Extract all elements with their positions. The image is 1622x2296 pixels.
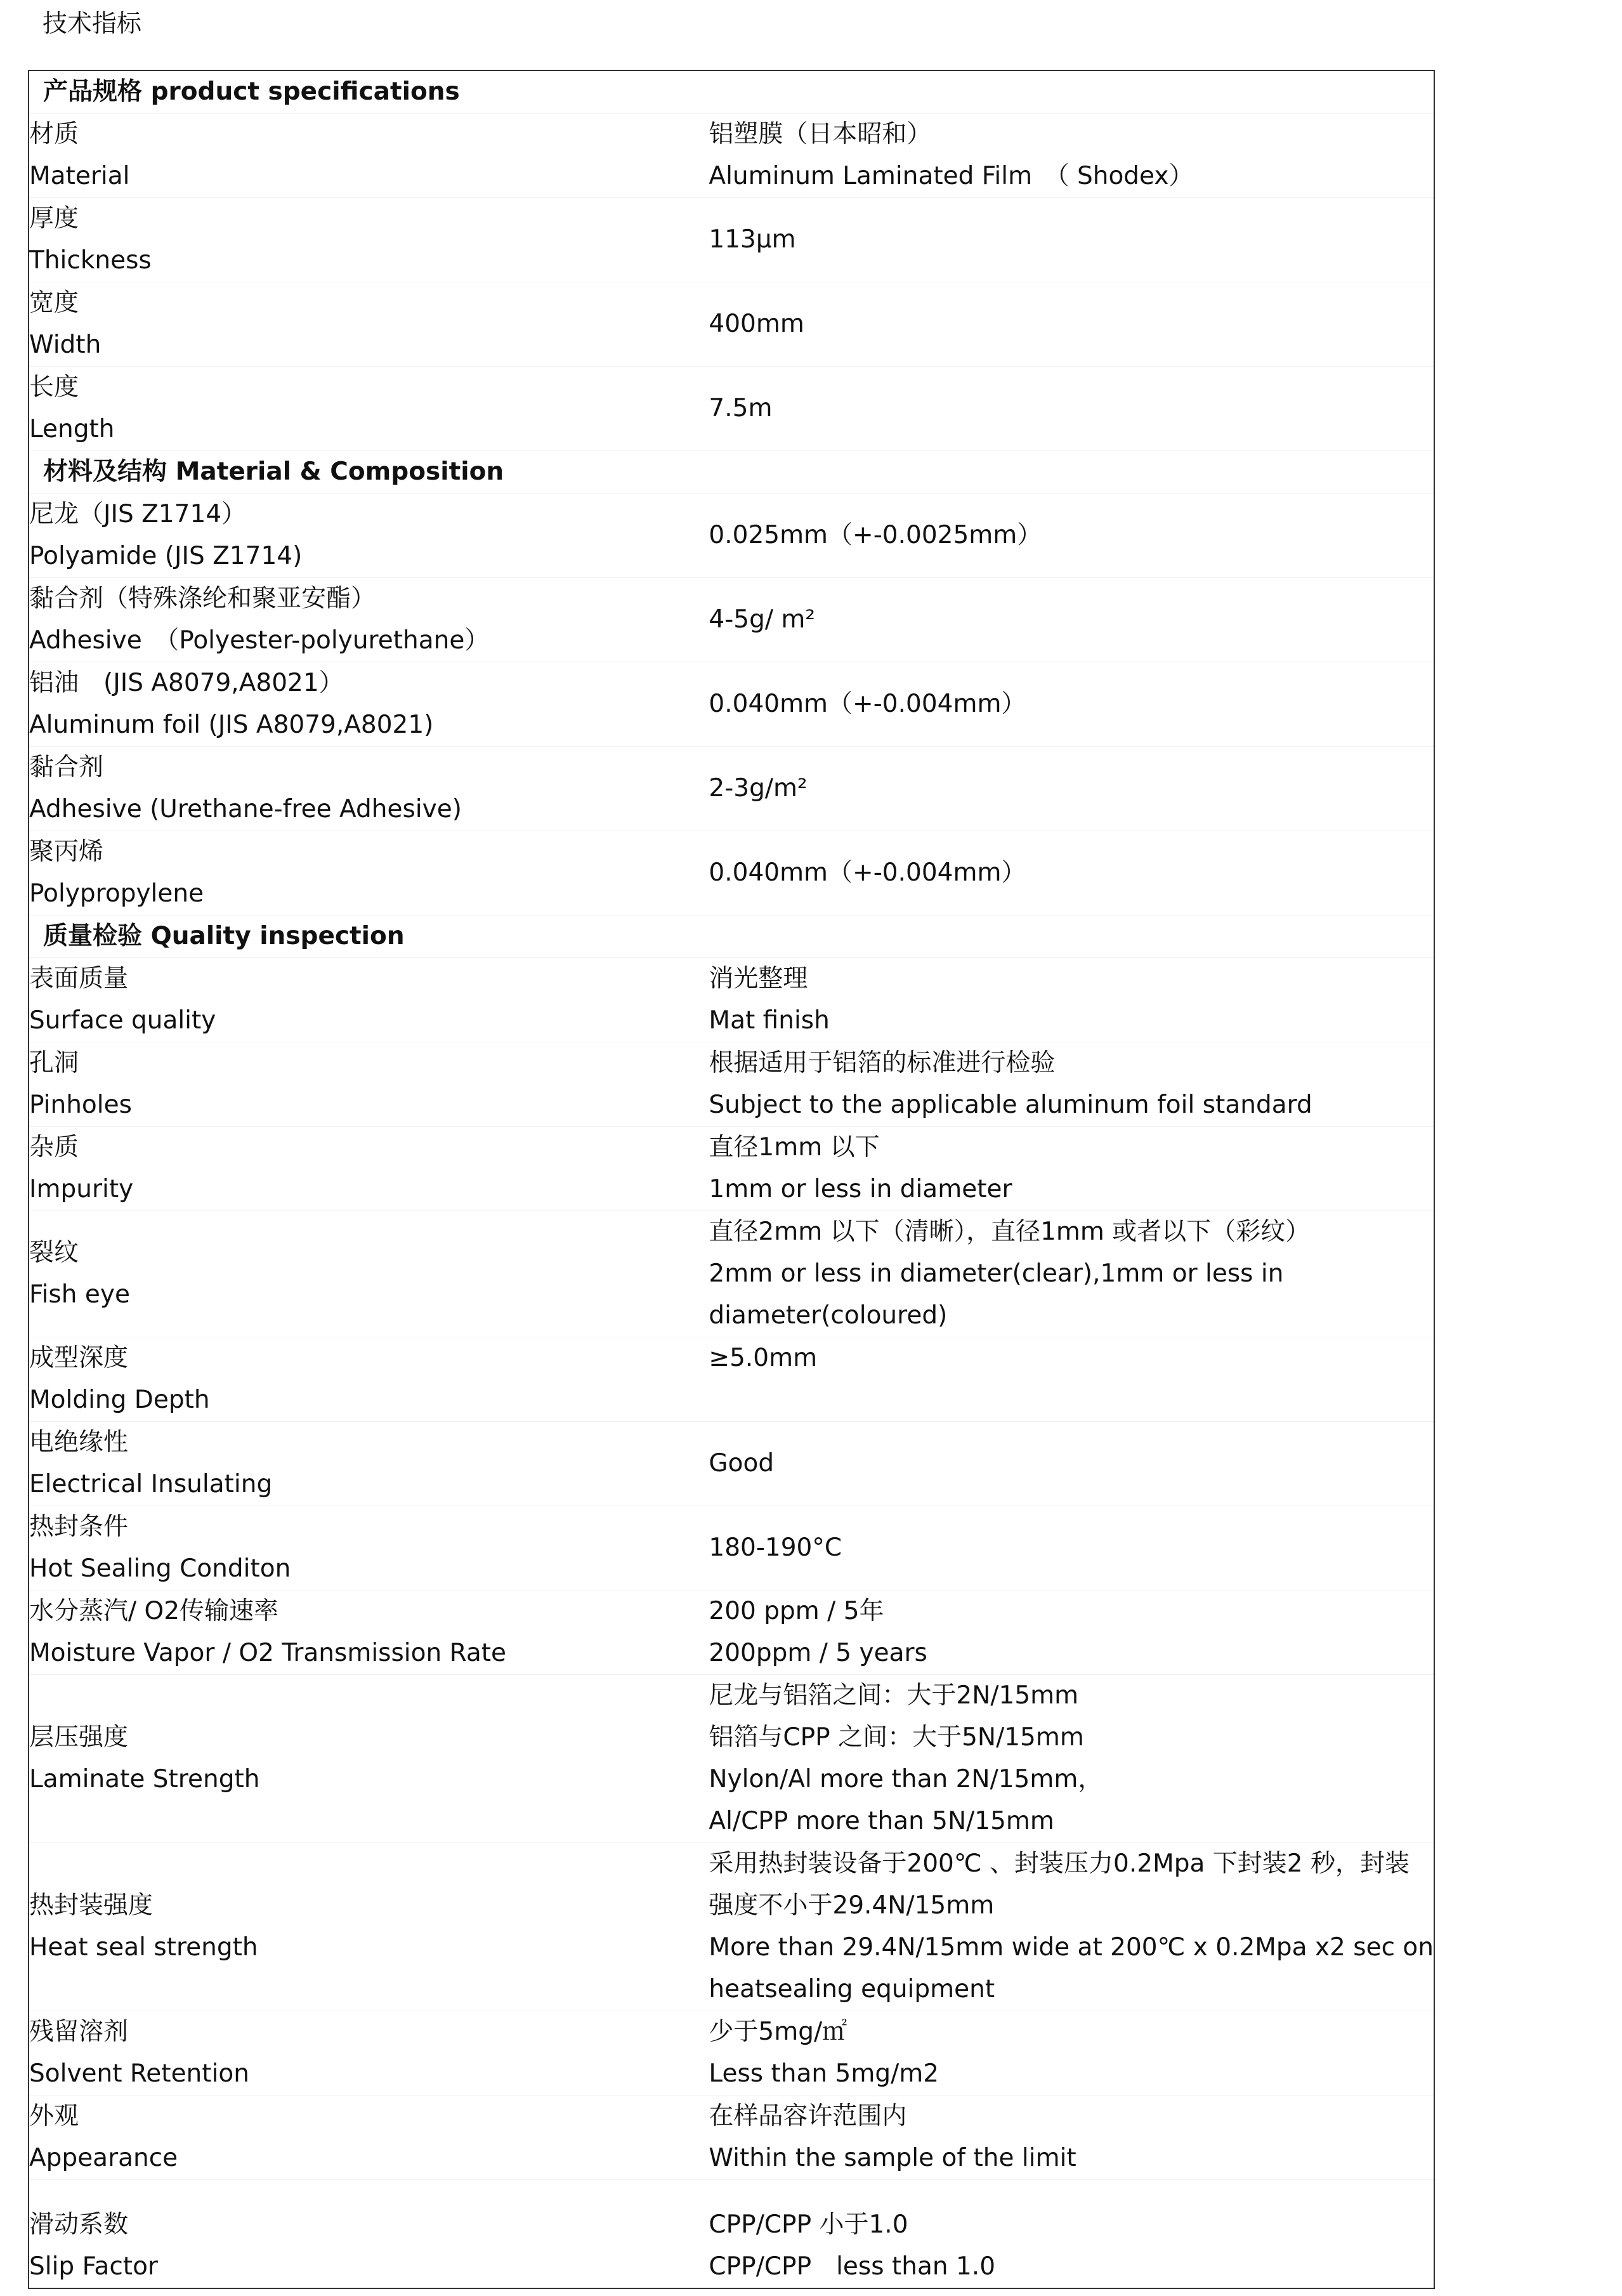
spec-value-cell [709, 1211, 1434, 1337]
spec-label-zh: 聚丙烯 [29, 837, 104, 866]
spec-row [29, 367, 1434, 451]
spec-label-en: Electrical Insulating [29, 1470, 273, 1499]
spec-label-zh: 裂纹 [29, 1238, 79, 1267]
spec-label-zh: 宽度 [29, 289, 79, 317]
section-heading: 材料及结构 Material & Composition [29, 451, 1434, 494]
spec-value-cell [709, 2011, 1434, 2096]
spec-value-line: Within the sample of the limit [709, 2144, 1076, 2172]
spec-value-line: 113μm [709, 225, 796, 254]
spec-label-zh: 材质 [29, 120, 79, 148]
spec-value-line: Subject to the applicable aluminum foil standard [709, 1091, 1312, 1119]
spec-label-cell [29, 958, 709, 1042]
spec-label-cell [29, 1843, 709, 2011]
spec-label-en: Width [29, 331, 101, 359]
spec-label-en: Pinholes [29, 1091, 132, 1119]
spec-row [29, 1042, 1434, 1127]
spec-row [29, 1591, 1434, 1675]
spec-table-body [29, 70, 1434, 2288]
spec-value-cell [709, 1675, 1434, 1843]
spec-label-cell [29, 2096, 709, 2180]
spec-value-line: Al/CPP more than 5N/15mm [709, 1807, 1054, 1835]
spec-value-cell [709, 958, 1434, 1042]
spec-label-zh: 外观 [29, 2102, 79, 2130]
spec-value-line: diameter(coloured) [709, 1301, 948, 1330]
spec-label-zh: 黏合剂 [29, 753, 104, 782]
spec-label-zh: 黏合剂（特殊涤纶和聚亚安酯） [29, 584, 376, 613]
section-heading-row [29, 70, 1434, 114]
spec-value-line: 2-3g/m² [709, 774, 808, 803]
spec-row [29, 2180, 1434, 2289]
page-title: 技术指标 [43, 10, 142, 38]
spec-label-en: Solvent Retention [29, 2059, 249, 2088]
spec-label-zh: 长度 [29, 373, 79, 402]
spec-label-cell [29, 1506, 709, 1591]
spec-label-en: Laminate Strength [29, 1765, 260, 1794]
spec-label-en: Adhesive (Urethane-free Adhesive) [29, 795, 462, 823]
spec-row [29, 1843, 1434, 2011]
spec-label-zh: 成型深度 [29, 1344, 129, 1372]
spec-label-en: Length [29, 415, 115, 443]
spec-value-line: heatsealing equipment [709, 1975, 995, 2004]
spec-value-line: Good [709, 1449, 775, 1478]
spec-value-line: CPP/CPP less than 1.0 [709, 2252, 996, 2281]
spec-value-line: Aluminum Laminated Film （ Shodex） [709, 162, 1194, 190]
spec-value-cell [709, 747, 1434, 831]
spec-label-zh: 残留溶剂 [29, 2017, 129, 2046]
section-heading-row [29, 915, 1434, 958]
spec-label-en: Appearance [29, 2144, 178, 2172]
spec-label-cell [29, 494, 709, 578]
spec-label-zh: 尼龙（JIS Z1714） [29, 500, 247, 528]
section-heading: 质量检验 Quality inspection [29, 915, 1434, 958]
section-heading-row [29, 451, 1434, 494]
spec-label-en: Fish eye [29, 1280, 130, 1309]
spec-label-cell [29, 282, 709, 367]
spec-row [29, 2096, 1434, 2180]
section-heading: 产品规格 product specifications [29, 70, 1434, 114]
spec-label-cell [29, 1675, 709, 1843]
spec-label-zh: 厚度 [29, 204, 79, 233]
spec-label-zh: 杂质 [29, 1133, 79, 1162]
spec-label-en: Polyamide (JIS Z1714) [29, 542, 303, 570]
spec-label-zh: 层压强度 [29, 1723, 129, 1752]
spec-value-cell [709, 1591, 1434, 1675]
spec-value-cell [709, 367, 1434, 451]
spec-value-line: 直径2mm 以下（清晰），直径1mm 或者以下（彩纹） [709, 1217, 1311, 1246]
spec-label-en: Slip Factor [29, 2252, 158, 2281]
spec-value-line: 铝塑膜（日本昭和） [709, 120, 932, 148]
spec-label-cell [29, 747, 709, 831]
spec-value-line: 在样品容许范围内 [709, 2102, 907, 2130]
spec-value-line: 少于5mg/㎡ [709, 2017, 847, 2046]
spec-label-cell [29, 662, 709, 747]
spec-label-en: Impurity [29, 1175, 134, 1204]
spec-label-cell [29, 578, 709, 662]
spec-label-en: Material [29, 162, 130, 190]
spec-label-en: Polypropylene [29, 879, 204, 908]
spec-value-line: ≥5.0mm [709, 1344, 818, 1372]
spec-value-cell [709, 662, 1434, 747]
spec-row [29, 1422, 1434, 1506]
spec-value-line: 0.040mm（+-0.004mm） [709, 690, 1026, 718]
spec-row [29, 198, 1434, 282]
spec-label-cell [29, 2180, 709, 2289]
spec-value-line: 0.040mm（+-0.004mm） [709, 858, 1026, 887]
spec-table [28, 70, 1435, 2289]
spec-label-en: Thickness [29, 246, 152, 275]
spec-value-line: 400mm [709, 310, 804, 338]
spec-value-cell [709, 1422, 1434, 1506]
spec-value-line: 1mm or less in diameter [709, 1175, 1012, 1204]
spec-label-en: Hot Sealing Conditon [29, 1554, 291, 1583]
spec-label-zh: 铝油 (JIS A8079,A8021） [29, 669, 344, 697]
spec-label-en: Adhesive （Polyester-polyurethane） [29, 626, 490, 655]
spec-value-line: 尼龙与铝箔之间：大于2N/15mm [709, 1681, 1079, 1710]
spec-value-cell [709, 2180, 1434, 2289]
spec-row [29, 494, 1434, 578]
spec-value-line: 消光整理 [709, 964, 808, 993]
spec-value-line: Less than 5mg/m2 [709, 2059, 939, 2088]
spec-label-zh: 热封条件 [29, 1512, 129, 1541]
spec-label-cell [29, 1211, 709, 1337]
spec-value-cell [709, 494, 1434, 578]
spec-label-cell [29, 198, 709, 282]
spec-value-line: 200 ppm / 5年 [709, 1597, 884, 1625]
spec-value-cell [709, 1337, 1434, 1422]
spec-value-cell [709, 831, 1434, 915]
spec-value-cell [709, 578, 1434, 662]
spec-label-cell [29, 367, 709, 451]
spec-row [29, 1337, 1434, 1422]
spec-value-line: 0.025mm（+-0.0025mm） [709, 521, 1042, 549]
spec-label-en: Molding Depth [29, 1386, 210, 1414]
spec-label-en: Moisture Vapor / O2 Transmission Rate [29, 1639, 507, 1667]
spec-value-line: 直径1mm 以下 [709, 1133, 880, 1162]
spec-label-cell [29, 1422, 709, 1506]
spec-label-en: Heat seal strength [29, 1933, 258, 1962]
spec-value-line: 采用热封装设备于200℃ 、封装压力0.2Mpa 下封装2 秒，封装 [709, 1849, 1409, 1878]
spec-label-zh: 水分蒸汽/ O2传输速率 [29, 1597, 279, 1625]
spec-value-line: More than 29.4N/15mm wide at 200℃ x 0.2Mpa x2 sec on [709, 1933, 1434, 1962]
spec-label-en: Surface quality [29, 1006, 216, 1035]
spec-row [29, 662, 1434, 747]
spec-value-line: 根据适用于铝箔的标准进行检验 [709, 1049, 1056, 1077]
spec-value-line: 2mm or less in diameter(clear),1mm or less in [709, 1259, 1284, 1288]
spec-label-cell [29, 831, 709, 915]
spec-row [29, 1127, 1434, 1211]
spec-label-cell [29, 1042, 709, 1127]
spec-label-zh: 热封装强度 [29, 1891, 154, 1920]
spec-row [29, 578, 1434, 662]
spec-value-line: 铝箔与CPP 之间：大于5N/15mm [709, 1723, 1084, 1752]
spec-value-line: 180-190°C [709, 1533, 842, 1562]
spec-value-cell [709, 282, 1434, 367]
spec-row [29, 747, 1434, 831]
spec-value-cell [709, 198, 1434, 282]
spec-label-cell [29, 114, 709, 198]
spec-label-zh: 滑动系数 [29, 2210, 129, 2239]
spec-label-zh: 孔洞 [29, 1049, 79, 1077]
spec-row [29, 1506, 1434, 1591]
spec-value-line: 强度不小于29.4N/15mm [709, 1891, 995, 1920]
spec-label-cell [29, 1127, 709, 1211]
spec-row [29, 282, 1434, 367]
spec-label-cell [29, 1337, 709, 1422]
spec-value-line: 200ppm / 5 years [709, 1639, 927, 1667]
spec-row [29, 958, 1434, 1042]
spec-value-line: Nylon/Al more than 2N/15mm， [709, 1765, 1103, 1794]
spec-value-cell [709, 114, 1434, 198]
spec-value-cell [709, 1843, 1434, 2011]
spec-row [29, 1675, 1434, 1843]
spec-row [29, 114, 1434, 198]
spec-label-zh: 电绝缘性 [29, 1428, 129, 1457]
spec-row [29, 831, 1434, 915]
spec-row [29, 2011, 1434, 2096]
spec-label-cell [29, 1591, 709, 1675]
spec-label-cell [29, 2011, 709, 2096]
spec-value-cell [709, 2096, 1434, 2180]
spec-value-line: CPP/CPP 小于1.0 [709, 2210, 908, 2239]
spec-value-line: 7.5m [709, 394, 773, 423]
spec-label-en: Aluminum foil (JIS A8079,A8021) [29, 711, 434, 739]
spec-label-zh: 表面质量 [29, 964, 129, 993]
spec-value-cell [709, 1042, 1434, 1127]
spec-row [29, 1211, 1434, 1337]
spec-value-cell [709, 1506, 1434, 1591]
spec-value-cell [709, 1127, 1434, 1211]
spec-value-line: Mat finish [709, 1006, 830, 1035]
spec-value-line: 4-5g/ m² [709, 605, 816, 634]
